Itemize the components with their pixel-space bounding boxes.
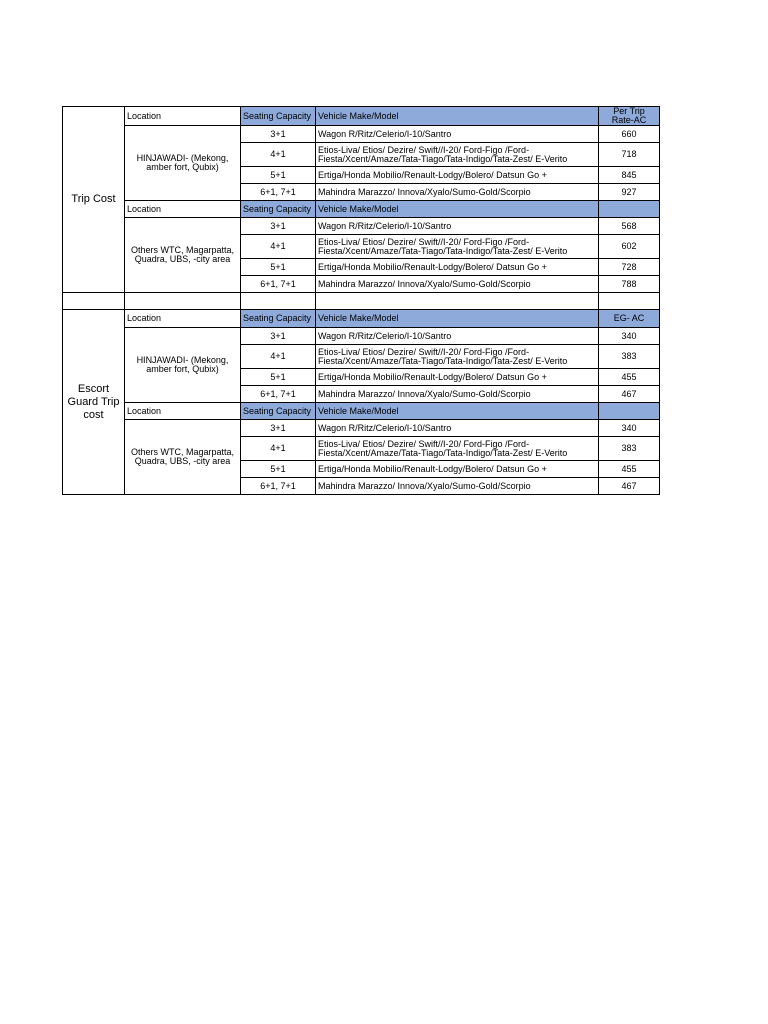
seating-cell: 3+1	[241, 328, 316, 345]
location-cell: Others WTC, Magarpatta, Quadra, UBS, -city area	[125, 218, 241, 293]
vehicle-cell: Wagon R/Ritz/Celerio/I-10/Santro	[316, 328, 599, 345]
rate-cell: 845	[599, 167, 660, 184]
spacer-cell	[599, 293, 660, 310]
spacer-cell	[63, 293, 125, 310]
seating-cell: 3+1	[241, 126, 316, 143]
header-row	[63, 403, 660, 420]
rate-cell: 383	[599, 345, 660, 369]
vehicle-cell: Mahindra Marazzo/ Innova/Xyalo/Sumo-Gold/Scorpio	[316, 386, 599, 403]
table-row	[63, 328, 660, 345]
table-row	[63, 218, 660, 235]
header-vehicle-make-model: Vehicle Make/Model	[316, 310, 599, 328]
header-row	[63, 310, 660, 328]
rate-cell: 467	[599, 386, 660, 403]
vehicle-cell: Mahindra Marazzo/ Innova/Xyalo/Sumo-Gold/Scorpio	[316, 478, 599, 495]
rate-cell: 718	[599, 143, 660, 167]
seating-cell: 4+1	[241, 437, 316, 461]
seating-cell: 5+1	[241, 167, 316, 184]
header-seating-capacity: Seating Capacity	[241, 403, 316, 420]
spacer-cell	[125, 293, 241, 310]
section-title-trip-cost: Trip Cost	[63, 107, 125, 293]
spacer-row	[63, 293, 660, 310]
rate-cell: 340	[599, 328, 660, 345]
seating-cell: 6+1, 7+1	[241, 386, 316, 403]
header-seating-capacity: Seating Capacity	[241, 107, 316, 126]
location-cell: Others WTC, Magarpatta, Quadra, UBS, -city area	[125, 420, 241, 495]
rate-cell: 788	[599, 276, 660, 293]
vehicle-cell: Ertiga/Honda Mobilio/Renault-Lodgy/Bolero/ Datsun Go +	[316, 369, 599, 386]
rate-cell: 568	[599, 218, 660, 235]
rate-cell: 602	[599, 235, 660, 259]
seating-cell: 3+1	[241, 420, 316, 437]
vehicle-cell: Wagon R/Ritz/Celerio/I-10/Santro	[316, 218, 599, 235]
section-title-escort-guard: Escort Guard Trip cost	[63, 310, 125, 495]
vehicle-cell: Ertiga/Honda Mobilio/Renault-Lodgy/Bolero/ Datsun Go +	[316, 461, 599, 478]
seating-cell: 4+1	[241, 235, 316, 259]
seating-cell: 3+1	[241, 218, 316, 235]
header-location: Location	[125, 403, 241, 420]
rate-cell: 660	[599, 126, 660, 143]
table-row	[63, 126, 660, 143]
spacer-cell	[241, 293, 316, 310]
header-row	[63, 107, 660, 126]
header-rate-empty	[599, 403, 660, 420]
header-seating-capacity: Seating Capacity	[241, 201, 316, 218]
header-seating-capacity: Seating Capacity	[241, 310, 316, 328]
vehicle-cell: Mahindra Marazzo/ Innova/Xyalo/Sumo-Gold/Scorpio	[316, 276, 599, 293]
rate-cell: 383	[599, 437, 660, 461]
seating-cell: 5+1	[241, 461, 316, 478]
seating-cell: 4+1	[241, 345, 316, 369]
vehicle-cell: Wagon R/Ritz/Celerio/I-10/Santro	[316, 126, 599, 143]
header-location: Location	[125, 201, 241, 218]
seating-cell: 4+1	[241, 143, 316, 167]
rate-cell: 340	[599, 420, 660, 437]
header-row	[63, 201, 660, 218]
table-row	[63, 420, 660, 437]
seating-cell: 6+1, 7+1	[241, 478, 316, 495]
header-rate: Per Trip Rate-AC	[599, 107, 660, 126]
header-rate: EG- AC	[599, 310, 660, 328]
rate-cell: 455	[599, 369, 660, 386]
header-location: Location	[125, 107, 241, 126]
vehicle-cell: Etios-Liva/ Etios/ Dezire/ Swift//I-20/ Ford-Figo /Ford-Fiesta/Xcent/Amaze/Tata-Tiago/Tata-Indigo/Tata-Zest/ E-Verito	[316, 143, 599, 167]
header-vehicle-make-model: Vehicle Make/Model	[316, 403, 599, 420]
rate-table	[62, 106, 660, 495]
vehicle-cell: Ertiga/Honda Mobilio/Renault-Lodgy/Bolero/ Datsun Go +	[316, 259, 599, 276]
vehicle-cell: Etios-Liva/ Etios/ Dezire/ Swift//I-20/ Ford-Figo /Ford-Fiesta/Xcent/Amaze/Tata-Tiago/Tata-Indigo/Tata-Zest/ E-Verito	[316, 235, 599, 259]
rate-cell: 467	[599, 478, 660, 495]
header-rate-empty	[599, 201, 660, 218]
vehicle-cell: Wagon R/Ritz/Celerio/I-10/Santro	[316, 420, 599, 437]
vehicle-cell: Etios-Liva/ Etios/ Dezire/ Swift//I-20/ Ford-Figo /Ford-Fiesta/Xcent/Amaze/Tata-Tiago/Tata-Indigo/Tata-Zest/ E-Verito	[316, 437, 599, 461]
seating-cell: 6+1, 7+1	[241, 184, 316, 201]
seating-cell: 6+1, 7+1	[241, 276, 316, 293]
rate-cell: 927	[599, 184, 660, 201]
vehicle-cell: Etios-Liva/ Etios/ Dezire/ Swift//I-20/ Ford-Figo /Ford-Fiesta/Xcent/Amaze/Tata-Tiago/Tata-Indigo/Tata-Zest/ E-Verito	[316, 345, 599, 369]
spacer-cell	[316, 293, 599, 310]
vehicle-cell: Ertiga/Honda Mobilio/Renault-Lodgy/Bolero/ Datsun Go +	[316, 167, 599, 184]
seating-cell: 5+1	[241, 369, 316, 386]
seating-cell: 5+1	[241, 259, 316, 276]
header-vehicle-make-model: Vehicle Make/Model	[316, 201, 599, 218]
header-location: Location	[125, 310, 241, 328]
rate-cell: 728	[599, 259, 660, 276]
location-cell: HINJAWADI- (Mekong, amber fort, Qubix)	[125, 328, 241, 403]
header-vehicle-make-model: Vehicle Make/Model	[316, 107, 599, 126]
rate-cell: 455	[599, 461, 660, 478]
location-cell: HINJAWADI- (Mekong, amber fort, Qubix)	[125, 126, 241, 201]
vehicle-cell: Mahindra Marazzo/ Innova/Xyalo/Sumo-Gold/Scorpio	[316, 184, 599, 201]
